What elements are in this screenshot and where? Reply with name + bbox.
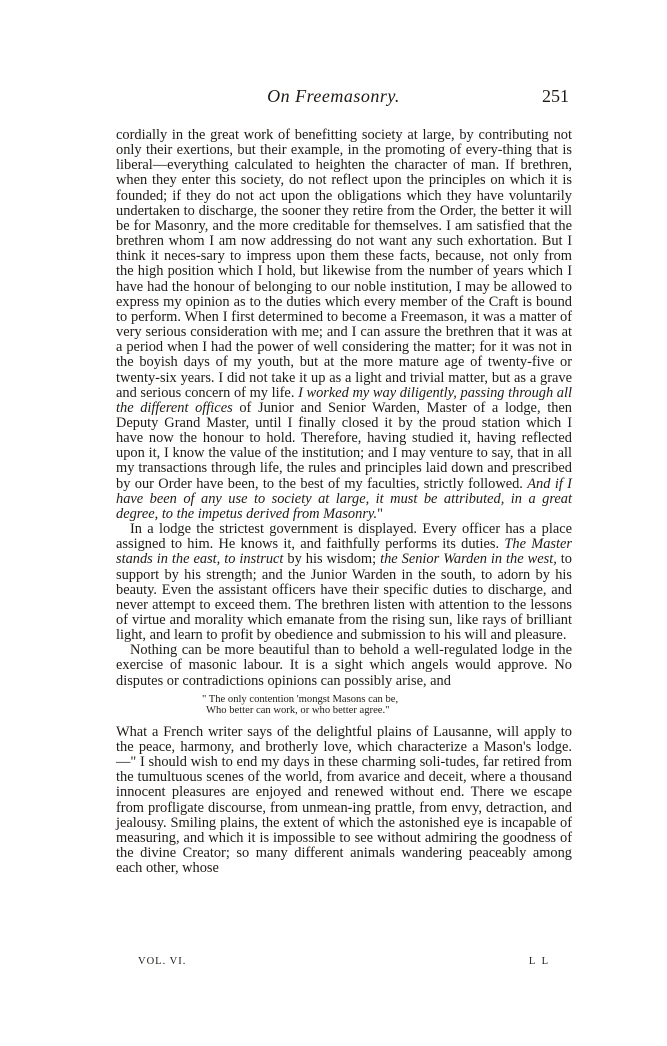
paragraph-1 xyxy=(116,128,572,522)
paragraph-2-text-a: In a lodge the strictest government is displayed. Every officer has a place assigned to him. He knows it, and faithfully performs its duties. xyxy=(116,521,572,553)
paragraph-2-italic-b: The Master stands in the east, to instruct xyxy=(116,536,573,568)
paragraph-1-close-quote: " xyxy=(377,505,383,522)
paragraph-1-italic-b: I worked my way diligently, passing through all the different offices xyxy=(116,384,572,416)
paragraph-1-italic-d: And if I have been of any use to society at large, it must be attributed, in a great degree, to the impetus derived from Masonry. xyxy=(116,475,572,522)
paragraph-2-text-e: to support by his strength; and the Junior Warden in the south, to adorn by his beauty. Even the assistant officers have their specific duties to discharge, and never attempt to exceed them. The brethren listen with attention to the lessons of virtue and morality which emanate from the rising sun, like rays of brilliant light, and learn to profit by obedience and submission to his will and pleasure. xyxy=(116,551,572,644)
paragraph-4: What a French writer says of the delightful plains of Lausanne, will apply to the peace, harmony, and brotherly love, which characterize a Mason's lodge.—" I should wish to end my days in these charming soli-tudes, far retired from the tumultuous scenes of the world, from avarice and deceit, where a thousand innocent pleasures are enjoyed and renewed without end. There we escape from profligate discourse, from unmean-ing prattle, from envy, detraction, and jealousy. Smiling plains, the extent of which the astonished eye is incapable of measuring, and which it is impossible to see without admiring the goodness of the divine Creator; so many different animals wandering peaceably among each other, whose xyxy=(116,723,572,877)
body-text xyxy=(116,128,572,876)
verse-quotation xyxy=(116,694,572,717)
signature-mark: L L xyxy=(528,956,550,967)
paragraph-1-text-a: cordially in the great work of benefitting society at large, by contributing not only their exertions, but their example, in the promoting of every-thing that is liberal—everything calculated to heighten the character of man. If brethren, when they enter this society, do not reflect upon the principles on which it is founded; if they do not act upon the obligations which they have voluntarily undertaken to discharge, the sooner they retire from the Order, the better it will be for Masonry, and the more creditable for themselves. I am satisfied that the brethren whom I am now addressing do not want any such exhortation. But I think it neces-sary to impress upon them these facts, because, not only from the high position which I hold, but likewise from the number of years which I have had the honour of belonging to our noble institution, I may be allowed to express my opinion as to the duties which every member of the Craft is bound to perform. When I first determined to become a Freemason, it was a matter of very serious consideration with me; and I can assure the brethren that it was at a period when I had the power of well considering the matter; for it was not in the boyish days of my youth, but at the more mature age of twenty-five or twenty-six years. I did not take it up as a light and trivial matter, but as a grave and serious concern of my life. xyxy=(116,127,572,401)
page-header xyxy=(0,86,667,110)
page-number: 251 xyxy=(542,86,569,106)
paragraph-1-text-c: of Junior and Senior Warden, Master of a lodge, then Deputy Grand Master, until I finally closed it by the proud station which I have now the honour to hold. Therefore, having studied it, having reflected upon it, I know the value of the institution; and I may venture to say, that in all my transactions through life, the rules and principles laid down and prescribed by our Order have been, to the best of my faculties, strictly followed. xyxy=(116,399,572,492)
running-title: On Freemasonry. xyxy=(267,86,400,106)
verse-line-2: Who better can work, or who better agree." xyxy=(206,705,390,717)
verse-line-1: " The only contention 'mongst Masons can be, xyxy=(202,693,399,705)
paragraph-3: Nothing can be more beautiful than to behold a well-regulated lodge in the exercise of masonic labour. It is a sight which angels would approve. No disputes or contradictions opinions can possibly arise, and xyxy=(116,642,572,689)
volume-mark: VOL. VI. xyxy=(138,956,187,967)
paragraph-2-italic-d: the Senior Warden in the west, xyxy=(380,551,557,568)
paragraph-2-text-c: by his wisdom; xyxy=(287,551,377,568)
paragraph-2 xyxy=(116,522,572,643)
footer-signature-line xyxy=(138,956,550,970)
